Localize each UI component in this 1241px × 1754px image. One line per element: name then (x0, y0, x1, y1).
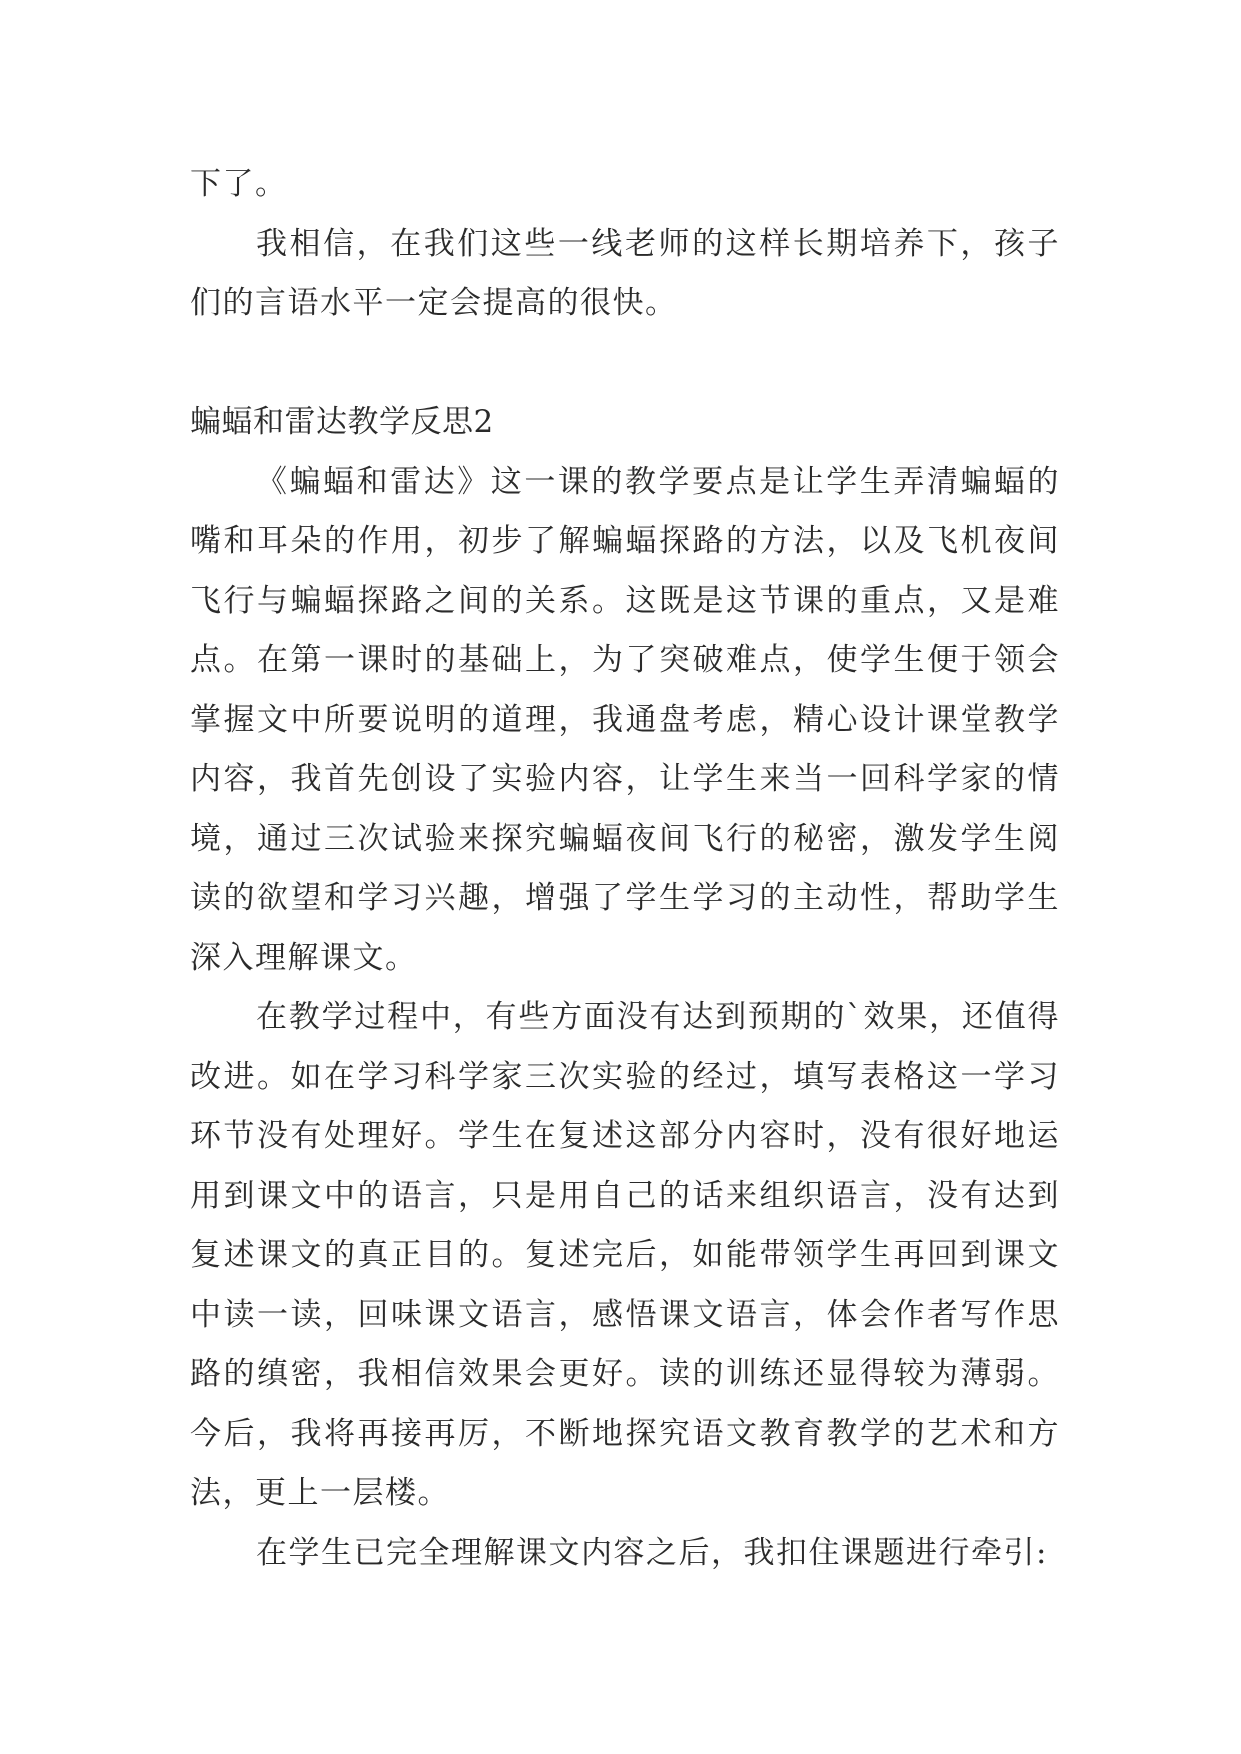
paragraph-topic-guidance: 在学生已完全理解课文内容之后，我扣住课题进行牵引: (256, 1534, 1048, 1571)
paragraph-lesson-focus: 《蝙蝠和雷达》这一课的教学要点是让学生弄清蝙蝠的嘴和耳朵的作用，初步了解蝙蝠探路的方法，以及飞机夜间飞行与蝙蝠探路之间的关系。这既是这节课的重点，又是难点。在第一课时的基础上，为了突破难点，使学生便于领会掌握文中所要说明的道理，我通盘考虑，精心设计课堂教学内容，我首先创设了实验内容，让学生来当一回科学家的情境，通过三次试验来探究蝙蝠夜间飞行的秘密，激发学生阅读的欲望和学习兴趣，增强了学生学习的主动性，帮助学生深入理解课文。 (190, 463, 1060, 976)
document-body (190, 155, 1060, 1583)
paragraph-teaching-process: 在教学过程中，有些方面没有达到预期的`效果，还值得改进。如在学习科学家三次实验的经过，填写表格这一学习环节没有处理好。学生在复述这部分内容时，没有很好地运用到课文中的语言，只是用自己的话来组织语言，没有达到复述课文的真正目的。复述完后，如能带领学生再回到课文中读一读，回味课文语言，感悟课文语言，体会作者写作思路的缜密，我相信效果会更好。读的训练还显得较为薄弱。今后，我将再接再厉，不断地探究语文教育教学的艺术和方法，更上一层楼。 (190, 999, 1060, 1511)
paragraph-continuation: 下了。 (190, 166, 288, 202)
section-heading: 蝙蝠和雷达教学反思2 (190, 404, 494, 440)
paragraph-belief: 我相信，在我们这些一线老师的这样长期培养下，孩子们的言语水平一定会提高的很快。 (190, 225, 1060, 321)
